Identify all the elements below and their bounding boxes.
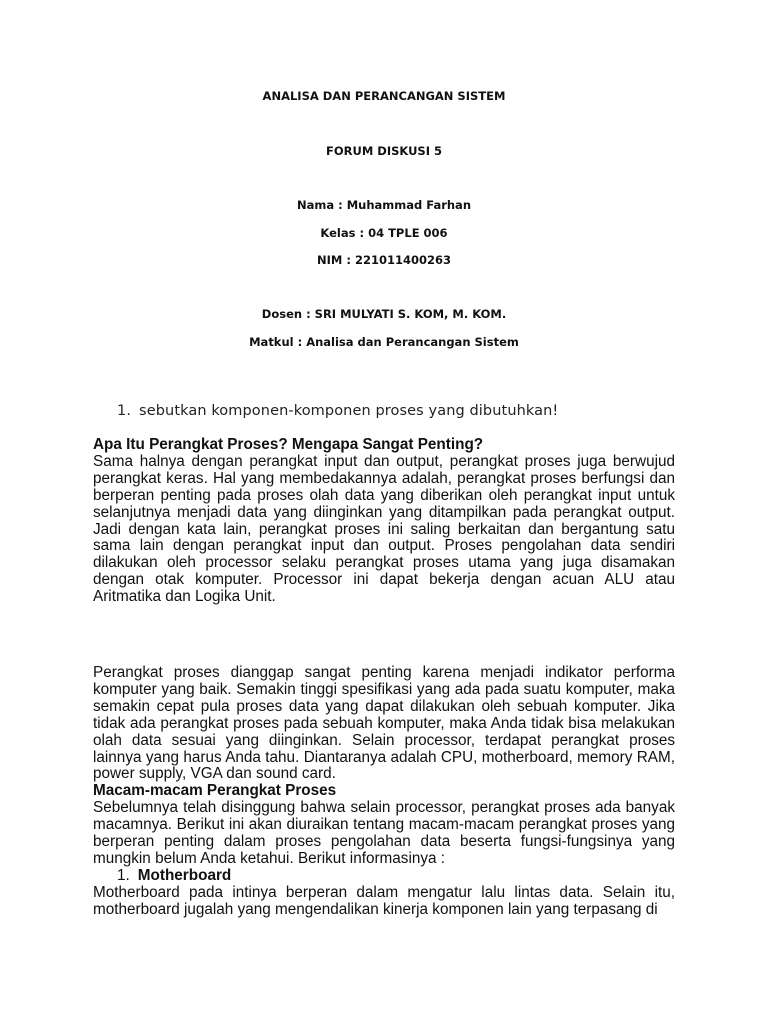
section-2 <box>93 665 675 919</box>
student-name: Nama : Muhammad Farhan <box>296 198 472 212</box>
forum-label: FORUM DISKUSI 5 <box>326 144 442 158</box>
section-1-paragraph: Sama halnya dengan perangkat input dan output, perangkat proses juga berwujud perangkat keras. Hal yang membedakannya adalah, perangkat proses berfungsi dan berperan penting pada proses olah data yang diberikan oleh perangkat input untuk selanjutnya menjadi data yang diinginkan yang ditampilkan pada perangkat output. Jadi dengan kata lain, perangkat proses ini saling berkaitan dan bergantung satu sama lain dengan perangkat input dan output. Proses pengolahan data sendiri dilakukan oleh processor selaku perangkat proses utama yang juga disamakan dengan otak komputer. Processor ini dapat bekerja dengan acuan ALU atau Aritmatika dan Logika Unit. <box>93 452 675 606</box>
student-nim: NIM : 221011400263 <box>317 253 451 267</box>
document-title: ANALISA DAN PERANCANGAN SISTEM <box>262 89 506 103</box>
section-1-heading: Apa Itu Perangkat Proses? Mengapa Sangat Penting? <box>93 436 484 453</box>
course: Matkul : Analisa dan Perancangan Sistem <box>249 335 519 349</box>
student-class: Kelas : 04 TPLE 006 <box>320 226 448 240</box>
question-number: 1. <box>117 403 132 419</box>
section-2-heading: Macam-macam Perangkat Proses <box>93 782 337 800</box>
section-1 <box>93 437 675 606</box>
question-text: sebutkan komponen-komponen proses yang dibutuhkan! <box>139 403 559 419</box>
list-item-title: Motherboard <box>137 866 232 884</box>
section-2-intro: Sebelumnya telah disinggung bahwa selain processor, perangkat proses ada banyak macamnya. Berikut ini akan diuraikan tentang macam-macam perangkat proses yang berperan penting dalam proses pengolahan data beserta fungsi-fungsinya yang mungkin belum Anda ketahui. Berikut informasinya : <box>93 799 675 867</box>
section-2-paragraph: Perangkat proses dianggap sangat penting karena menjadi indikator performa komputer yang baik. Semakin tinggi spesifikasi yang ada pada suatu komputer, maka semakin cepat pula proses data yang dapat dilakukan oleh sebuah komputer. Jika tidak ada perangkat proses pada sebuah komputer, maka Anda tidak bisa melakukan olah data sesuai yang diinginkan. Selain processor, terdapat perangkat proses lainnya yang harus Anda tahu. Diantaranya adalah CPU, motherboard, memory RAM, power supply, VGA dan sound card. <box>93 664 675 783</box>
list-item-text: Motherboard pada intinya berperan dalam mengatur lalu lintas data. Selain itu, motherboard jugalah yang mengendalikan kinerja komponen lain yang terpasang di <box>93 883 675 918</box>
lecturer: Dosen : SRI MULYATI S. KOM, M. KOM. <box>261 307 507 321</box>
list-item-motherboard <box>93 868 675 885</box>
question-item <box>117 403 558 419</box>
list-item-number: 1. <box>117 866 130 884</box>
